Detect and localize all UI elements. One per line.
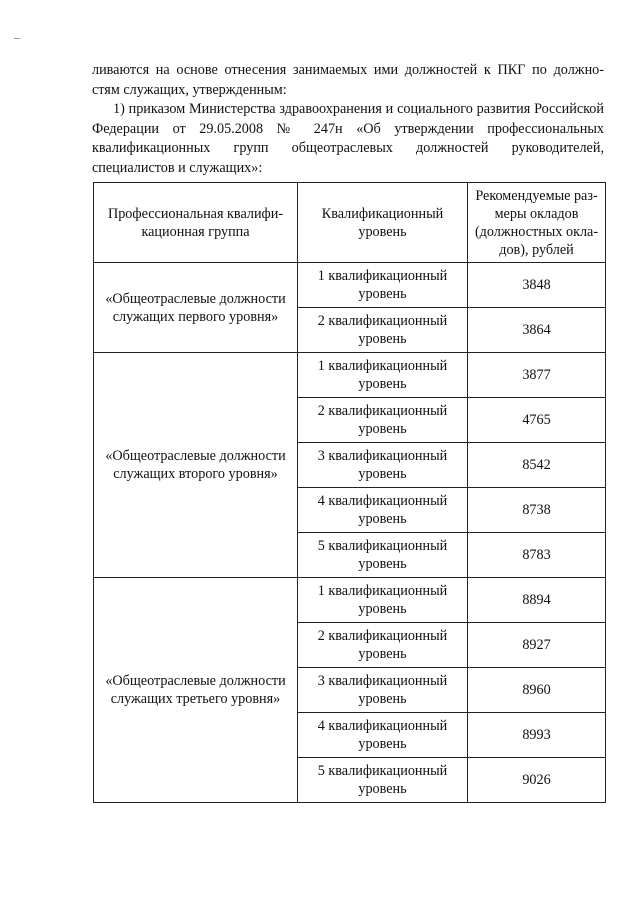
intro-text — [92, 61, 604, 179]
level-cell: 2 квалификационный уровень — [298, 623, 468, 668]
level-cell: 3 квалификационный уровень — [298, 668, 468, 713]
group-name: «Общеотраслевые должности служащих первого уровня» — [94, 263, 298, 353]
order-paragraph: 1) приказом Министерства здравоохранения и социального развития Российской Федерации от 29.05.2008 № 247н «Об утверждении профессиональных квалификационных групп общеотраслевых должностей руководителей, специалистов и служащих»: — [92, 101, 604, 176]
table-row — [94, 578, 606, 623]
table-row — [94, 263, 606, 308]
level-cell: 5 квалификационный уровень — [298, 533, 468, 578]
level-cell: 4 квалификационный уровень — [298, 488, 468, 533]
header-level: Квалификационный уровень — [298, 183, 468, 263]
level-cell: 2 квалификационный уровень — [298, 308, 468, 353]
level-cell: 4 квалификационный уровень — [298, 713, 468, 758]
header-salary: Рекомендуемые раз-меры окладов (должностных окла-дов), рублей — [468, 183, 606, 263]
salary-cell: 3877 — [468, 353, 606, 398]
table-row — [94, 353, 606, 398]
level-cell: 2 квалификационный уровень — [298, 398, 468, 443]
salary-cell: 8993 — [468, 713, 606, 758]
level-cell: 1 квалификационный уровень — [298, 263, 468, 308]
salary-table — [93, 182, 606, 803]
salary-cell: 4765 — [468, 398, 606, 443]
scan-mark — [14, 38, 20, 39]
salary-cell: 9026 — [468, 758, 606, 803]
intro-line-2: стям служащих, утвержденным: — [92, 81, 287, 98]
salary-cell: 8783 — [468, 533, 606, 578]
header-group: Профессиональная квалифи-кационная группа — [94, 183, 298, 263]
table-header-row — [94, 183, 606, 263]
salary-cell: 3864 — [468, 308, 606, 353]
group-name: «Общеотраслевые должности служащих третьего уровня» — [94, 578, 298, 803]
salary-cell: 8960 — [468, 668, 606, 713]
intro-line-1: ливаются на основе отнесения занимаемых ими должностей к ПКГ по должно- — [92, 62, 604, 78]
level-cell: 1 квалификационный уровень — [298, 578, 468, 623]
salary-cell: 8927 — [468, 623, 606, 668]
level-cell: 5 квалификационный уровень — [298, 758, 468, 803]
level-cell: 1 квалификационный уровень — [298, 353, 468, 398]
salary-cell: 8738 — [468, 488, 606, 533]
salary-cell: 3848 — [468, 263, 606, 308]
group-name: «Общеотраслевые должности служащих второго уровня» — [94, 353, 298, 578]
salary-cell: 8542 — [468, 443, 606, 488]
level-cell: 3 квалификационный уровень — [298, 443, 468, 488]
salary-cell: 8894 — [468, 578, 606, 623]
